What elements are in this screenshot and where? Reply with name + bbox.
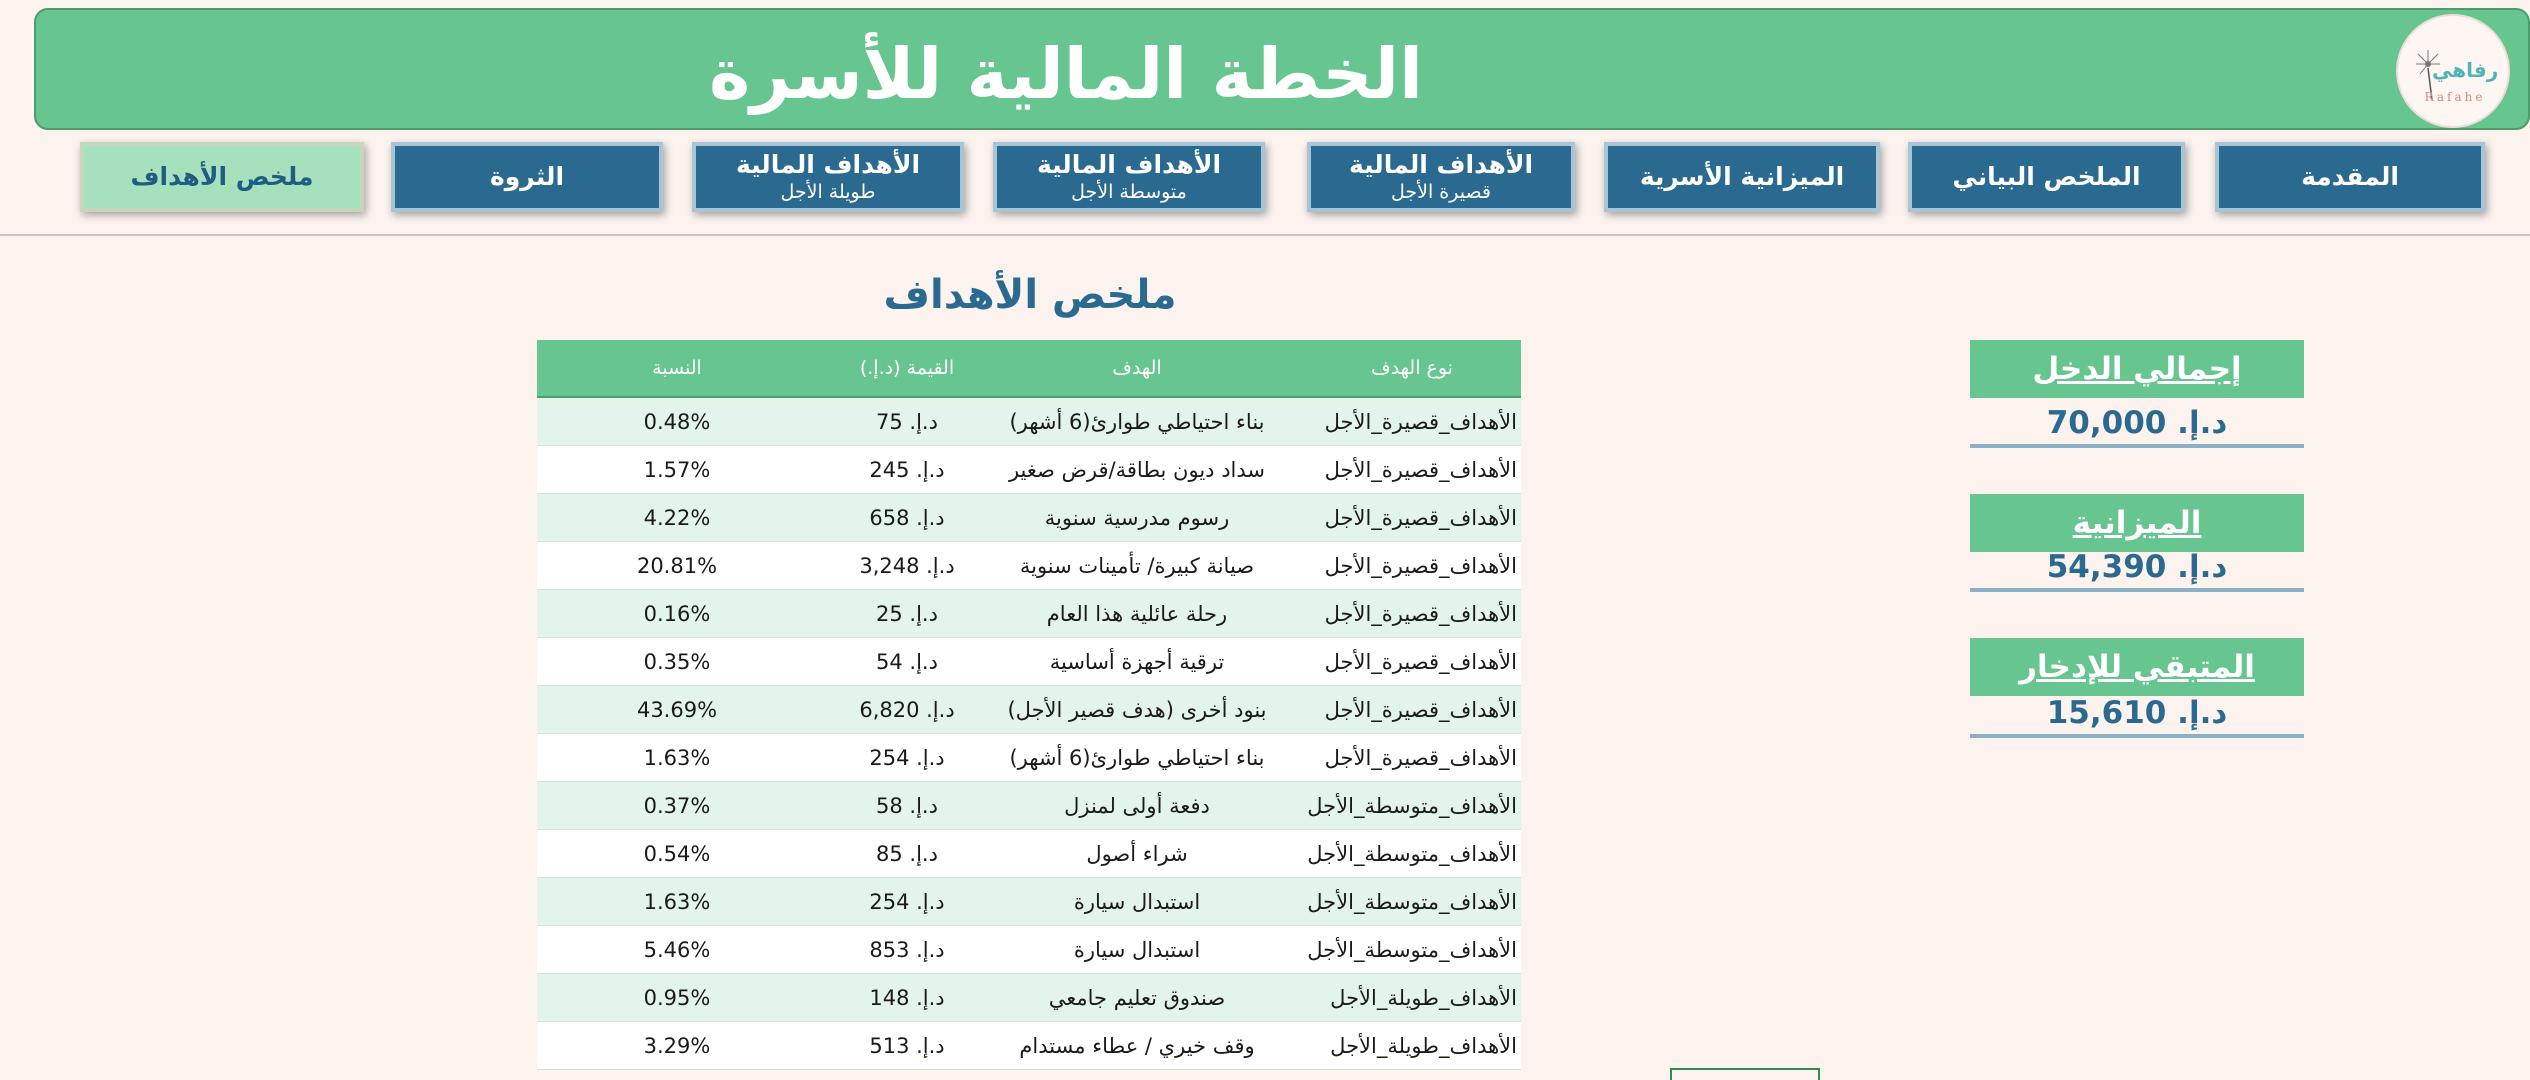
nav-sublabel: متوسطة الأجل [1071,181,1187,203]
table-header [537,340,1521,398]
cell-goal-type: الأهداف_طويلة_الأجل [1330,986,1517,1010]
cell-percentage: 0.95% [643,986,711,1010]
nav-short-term-goals-button[interactable] [1307,142,1575,212]
table-row[interactable] [537,398,1521,446]
cell-percentage: 3.29% [643,1034,711,1058]
cell-percentage: 43.69% [636,698,718,722]
cell-value: د.إ. 513 [869,1034,945,1058]
cell-value: د.إ. 54 [876,650,938,674]
nav-wealth-button[interactable] [391,142,663,212]
table-row[interactable] [537,830,1521,878]
cell-percentage: 0.48% [643,410,711,434]
cell-value: د.إ. 254 [869,746,945,770]
cell-goal: استبدال سيارة [1073,890,1201,914]
nav-family-budget-button[interactable] [1604,142,1880,212]
savings-title: المتبقي للإدخار [1970,638,2304,696]
cell-percentage: 0.37% [643,794,711,818]
cell-goal: ترقية أجهزة أساسية [1049,650,1225,674]
cell-percentage: 20.81% [636,554,718,578]
table-row[interactable] [537,494,1521,542]
savings-value: د.إ. 15,610 [1970,688,2304,738]
cell-goal: رحلة عائلية هذا العام [1046,602,1228,626]
section-title: ملخص الأهداف [883,272,1177,318]
nav-label: الميزانية الأسرية [1639,162,1845,191]
cell-goal: شراء أصول [1086,842,1188,866]
logo-name-ar: رفاهي [2432,58,2499,82]
cell-goal-type: الأهداف_قصيرة_الأجل [1324,554,1517,578]
cell-percentage: 0.54% [643,842,711,866]
nav-label: الأهداف المالية [1348,150,1534,179]
cell-value: د.إ. 853 [869,938,945,962]
header-goal: الهدف [1112,357,1162,379]
cell-value: د.إ. 148 [869,986,945,1010]
nav-label: الأهداف المالية [1036,150,1222,179]
table-row[interactable] [537,590,1521,638]
cell-goal-type: الأهداف_قصيرة_الأجل [1324,650,1517,674]
page-title: الخطة المالية للأسرة [708,33,1424,115]
table-row[interactable] [537,1022,1521,1070]
budget-title: الميزانية [1970,494,2304,552]
cell-value: د.إ. 25 [876,602,938,626]
cell-goal: رسوم مدرسية سنوية [1044,506,1230,530]
cell-goal: وقف خيري / عطاء مستدام [1019,1034,1255,1058]
cell-percentage: 5.46% [643,938,711,962]
cell-percentage: 0.16% [643,602,711,626]
table-row[interactable] [537,878,1521,926]
cell-percentage: 4.22% [643,506,711,530]
logo-name-en: Rafahe [2424,90,2486,104]
cell-goal: بنود أخرى (هدف قصير الأجل) [1007,698,1267,722]
cell-goal-type: الأهداف_قصيرة_الأجل [1324,602,1517,626]
budget-value: د.إ. 54,390 [1970,542,2304,592]
cell-goal-type: الأهداف_متوسطة_الأجل [1307,890,1517,914]
cell-value: د.إ. 3,248 [859,554,955,578]
divider [0,234,2530,236]
cell-goal: بناء احتياطي طوارئ(6 أشهر) [1009,746,1265,770]
cell-goal-type: الأهداف_طويلة_الأجل [1330,1034,1517,1058]
table-row[interactable] [537,542,1521,590]
table-row[interactable] [537,974,1521,1022]
nav-label: الثروة [490,162,565,191]
goals-table [537,340,1521,1070]
cell-percentage: 0.35% [643,650,711,674]
table-body [537,398,1521,1070]
nav-intro-button[interactable] [2215,142,2485,212]
cell-value: د.إ. 75 [876,410,938,434]
nav-goals-summary-button[interactable] [80,142,364,212]
cell-value: د.إ. 6,820 [859,698,955,722]
cell-goal: صندوق تعليم جامعي [1048,986,1226,1010]
cell-goal-type: الأهداف_متوسطة_الأجل [1307,938,1517,962]
cell-value: د.إ. 85 [876,842,938,866]
cell-value: د.إ. 658 [869,506,945,530]
cell-goal-type: الأهداف_قصيرة_الأجل [1324,506,1517,530]
cell-goal-type: الأهداف_متوسطة_الأجل [1307,842,1517,866]
cell-goal-type: الأهداف_قصيرة_الأجل [1324,410,1517,434]
cell-goal-type: الأهداف_قصيرة_الأجل [1324,746,1517,770]
cell-value: د.إ. 254 [869,890,945,914]
cell-selection-box[interactable] [1670,1068,1820,1080]
table-row[interactable] [537,638,1521,686]
nav-mid-term-goals-button[interactable] [993,142,1265,212]
cell-value: د.إ. 245 [869,458,945,482]
nav-label: الأهداف المالية [735,150,921,179]
cell-value: د.إ. 58 [876,794,938,818]
nav-long-term-goals-button[interactable] [692,142,964,212]
nav-label: ملخص الأهداف [130,162,314,191]
cell-goal: دفعة أولى لمنزل [1064,794,1210,818]
header-percentage: النسبة [652,357,702,379]
table-row[interactable] [537,926,1521,974]
cell-percentage: 1.63% [643,890,711,914]
nav-label: المقدمة [2301,162,2399,191]
nav-sublabel: طويلة الأجل [780,181,876,203]
cell-goal: صيانة كبيرة/ تأمينات سنوية [1019,554,1255,578]
header-banner [34,8,2530,130]
nav-label: الملخص البياني [1952,162,2141,191]
cell-goal-type: الأهداف_متوسطة_الأجل [1307,794,1517,818]
table-row[interactable] [537,782,1521,830]
cell-goal-type: الأهداف_قصيرة_الأجل [1324,458,1517,482]
cell-percentage: 1.63% [643,746,711,770]
table-row[interactable] [537,686,1521,734]
cell-goal: سداد ديون بطاقة/قرض صغير [1008,458,1266,482]
cell-goal: استبدال سيارة [1073,938,1201,962]
cell-percentage: 1.57% [643,458,711,482]
table-row[interactable] [537,446,1521,494]
nav-sublabel: قصيرة الأجل [1390,181,1492,203]
header-goal-type: نوع الهدف [1371,357,1453,379]
income-value: د.إ. 70,000 [1970,398,2304,448]
income-title: إجمالي الدخل [1970,340,2304,398]
header-value: القيمة (د.إ.) [859,357,955,379]
cell-goal: بناء احتياطي طوارئ(6 أشهر) [1009,410,1265,434]
table-row[interactable] [537,734,1521,782]
cell-goal-type: الأهداف_قصيرة_الأجل [1324,698,1517,722]
nav-chart-summary-button[interactable] [1908,142,2185,212]
logo [2396,14,2510,128]
